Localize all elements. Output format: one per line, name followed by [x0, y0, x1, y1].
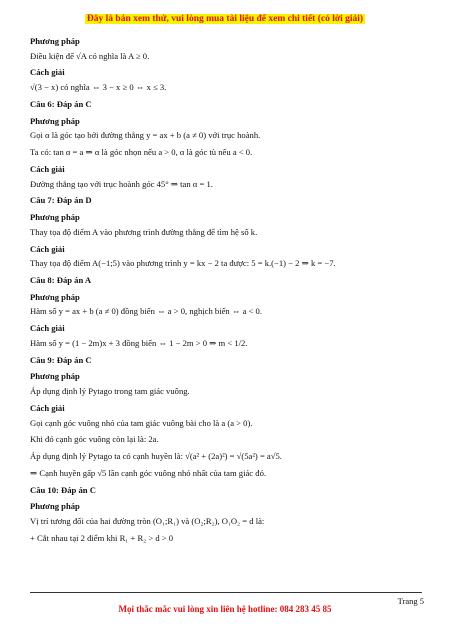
section-heading: Cách giải [30, 402, 65, 413]
section-heading: Câu 9: Đáp án C [30, 354, 92, 365]
document-body [30, 30, 422, 550]
section-heading: Cách giải [30, 323, 65, 334]
section-heading: Câu 7: Đáp án D [30, 195, 92, 206]
section-heading: Cách giải [30, 163, 65, 174]
page-number: Trang 5 [397, 596, 424, 606]
paragraph: Gọi cạnh góc vuông nhỏ của tam giác vuông bài cho là a (a > 0). [30, 417, 253, 428]
paragraph: Gọi α là góc tạo bởi đường thẳng y = ax + b (a ≠ 0) với trục hoành. [30, 130, 261, 141]
paragraph: Thay tọa độ điểm A vào phương trình đường thẳng để tìm hệ số k. [30, 226, 258, 237]
preview-banner: Đây là bản xem thử, vui lòng mua tài liệu để xem chi tiết (có lời giải) [86, 14, 364, 24]
paragraph: √(3 − x) có nghĩa ⇔ 3 − x ≥ 0 ⇔ x ≤ 3. [30, 82, 167, 93]
paragraph: Thay tọa độ điểm A(−1;5) vào phương trình y = kx − 2 ta được: 5 = k.(−1) − 2 ⇒ k = −7. [30, 258, 336, 269]
paragraph: Ta có: tan α = a ⇒ α là góc nhọn nếu a > 0, α là góc tù nếu a < 0. [30, 147, 253, 158]
section-heading: Phương pháp [30, 501, 80, 512]
section-heading: Câu 6: Đáp án C [30, 98, 92, 109]
paragraph: Vị trí tương đối của hai đường tròn (O₁;R₁) và (O₂;R₂), O₁O₂ = d là: [30, 516, 265, 527]
section-heading: Cách giải [30, 67, 65, 78]
section-heading: Phương pháp [30, 115, 80, 126]
paragraph: Áp dụng định lý Pytago trong tam giác vuông. [30, 386, 190, 397]
paragraph: + Cắt nhau tại 2 điểm khi R₁ + R₂ > d > 0 [30, 532, 174, 543]
paragraph: Áp dụng định lý Pytago ta có cạnh huyền là: √(a² + (2a)²) = √(5a²) = a√5. [30, 451, 282, 462]
section-heading: Câu 8: Đáp án A [30, 275, 92, 286]
paragraph: Hàm số y = (1 − 2m)x + 3 đồng biến ⇔ 1 − 2m > 0 ⇒ m < 1/2. [30, 337, 248, 348]
footer-rule [30, 592, 422, 593]
section-heading: Câu 10: Đáp án C [30, 484, 96, 495]
section-heading: Phương pháp [30, 291, 80, 302]
section-heading: Cách giải [30, 243, 65, 254]
paragraph: Đường thẳng tạo với trục hoành góc 45° ⇒ tan α = 1. [30, 178, 213, 189]
paragraph: Điều kiện để √A có nghĩa là A ≥ 0. [30, 50, 150, 61]
section-heading: Phương pháp [30, 371, 80, 382]
paragraph: Hàm số y = ax + b (a ≠ 0) đồng biến ⇔ a > 0, nghịch biến ⇔ a < 0. [30, 306, 262, 317]
section-heading: Phương pháp [30, 36, 80, 46]
paragraph: Khi đó cạnh góc vuông còn lại là: 2a. [30, 434, 159, 445]
paragraph: ⇒ Cạnh huyền gấp √5 lần cạnh góc vuông nhỏ nhất của tam giác đó. [30, 467, 267, 478]
section-heading: Phương pháp [30, 212, 80, 223]
hotline-footer: Mọi thắc mắc vui lòng xin liên hệ hotline: 084 283 45 85 [118, 604, 332, 614]
